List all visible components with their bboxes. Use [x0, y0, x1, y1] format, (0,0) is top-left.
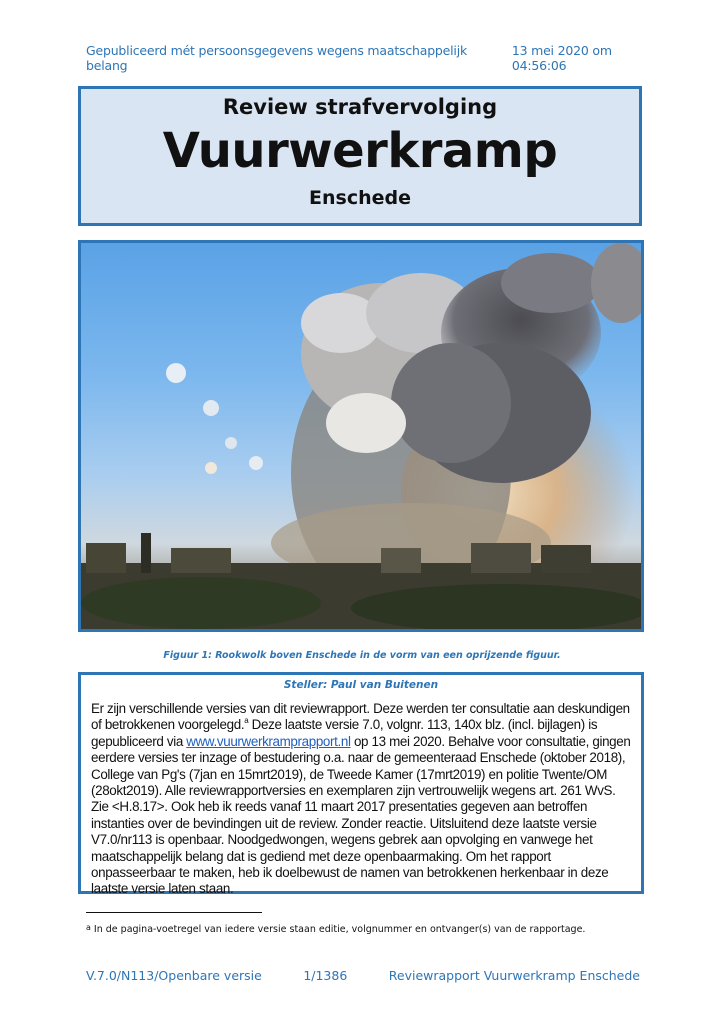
- report-subtitle: Review strafvervolging: [222, 95, 498, 119]
- page-footer: [86, 968, 640, 983]
- header-publication-note: Gepubliceerd mét persoonsgegevens wegens maatschappelijk belang: [86, 43, 468, 73]
- report-title: Vuurwerkramp: [162, 123, 558, 179]
- info-box: [78, 672, 644, 897]
- title-box: [78, 86, 642, 226]
- footnote-divider: [86, 912, 262, 913]
- header-timestamp: 13 mei 2020 om 04:56:06: [511, 43, 612, 73]
- footnote: [86, 924, 585, 935]
- footer-page-number: 1/1386: [303, 968, 348, 983]
- info-text-part-3: op 13 mei 2020. Behalve voor consultatie, gingen eerdere versies ter inzage of bestudering o.a. naar de gemeenteraad Enschede (oktober 2018), College van Pg's (7jan en 15mrt2019), de Tweede Kamer (17mrt2019) en politie Twente/OM (28okt2019). Alle reviewrapportversies en exemplaren zijn vertrouwelijk wegens art. 261 WvS. Zie <H.8.17>. Ook heb ik reeds vanaf 11 maart 2017 presentaties gegeven aan betroffen instanties over de bevindingen uit de review. Zonder reactie. Uitsluitend deze laatste versie V7.0/nr113 is openbaar. Noodgedwongen, wegens gebrek aan opvolging en vanwege het maatschappelijk belang dat is gediend met deze openbaarmaking. Om het rapport onpasseerbaar te maken, heb ik doelbewust de namen van betrokkenen herkenbaar in deze laatste versie laten staan.: [91, 733, 631, 897]
- footer-version: V.7.0/N113/Openbare versie: [86, 968, 262, 983]
- page-header: [86, 43, 670, 73]
- website-link[interactable]: www.vuurwerkramprapport.nl: [186, 733, 351, 749]
- figure-caption: Figuur 1: Rookwolk boven Enschede in de vorm van een oprijzende figuur.: [163, 650, 561, 661]
- info-text-part-2: Deze laatste versie 7.0, volgnr. 113, 140x blz. (incl. bijlagen) is gepubliceerd via: [91, 717, 598, 749]
- info-text-part-1: Er zijn verschillende versies van dit reviewrapport. Deze werden ter consultatie aan deskundigen of betrokkenen voorgelegd.: [91, 701, 630, 733]
- author-line: Steller: Paul van Buitenen: [283, 679, 439, 691]
- report-city: Enschede: [309, 187, 411, 209]
- smoke-cloud-photo: [78, 240, 644, 632]
- info-paragraph: [91, 701, 631, 898]
- smoke-cloud-image: [81, 243, 641, 629]
- footnote-mark: a: [86, 923, 91, 932]
- footer-report-name: Reviewrapport Vuurwerkramp Enschede: [388, 968, 640, 983]
- footnote-reference[interactable]: a: [244, 716, 249, 726]
- footnote-text: In de pagina-voetregel van iedere versie staan editie, volgnummer en ontvanger(s) van de rapportage.: [90, 924, 586, 935]
